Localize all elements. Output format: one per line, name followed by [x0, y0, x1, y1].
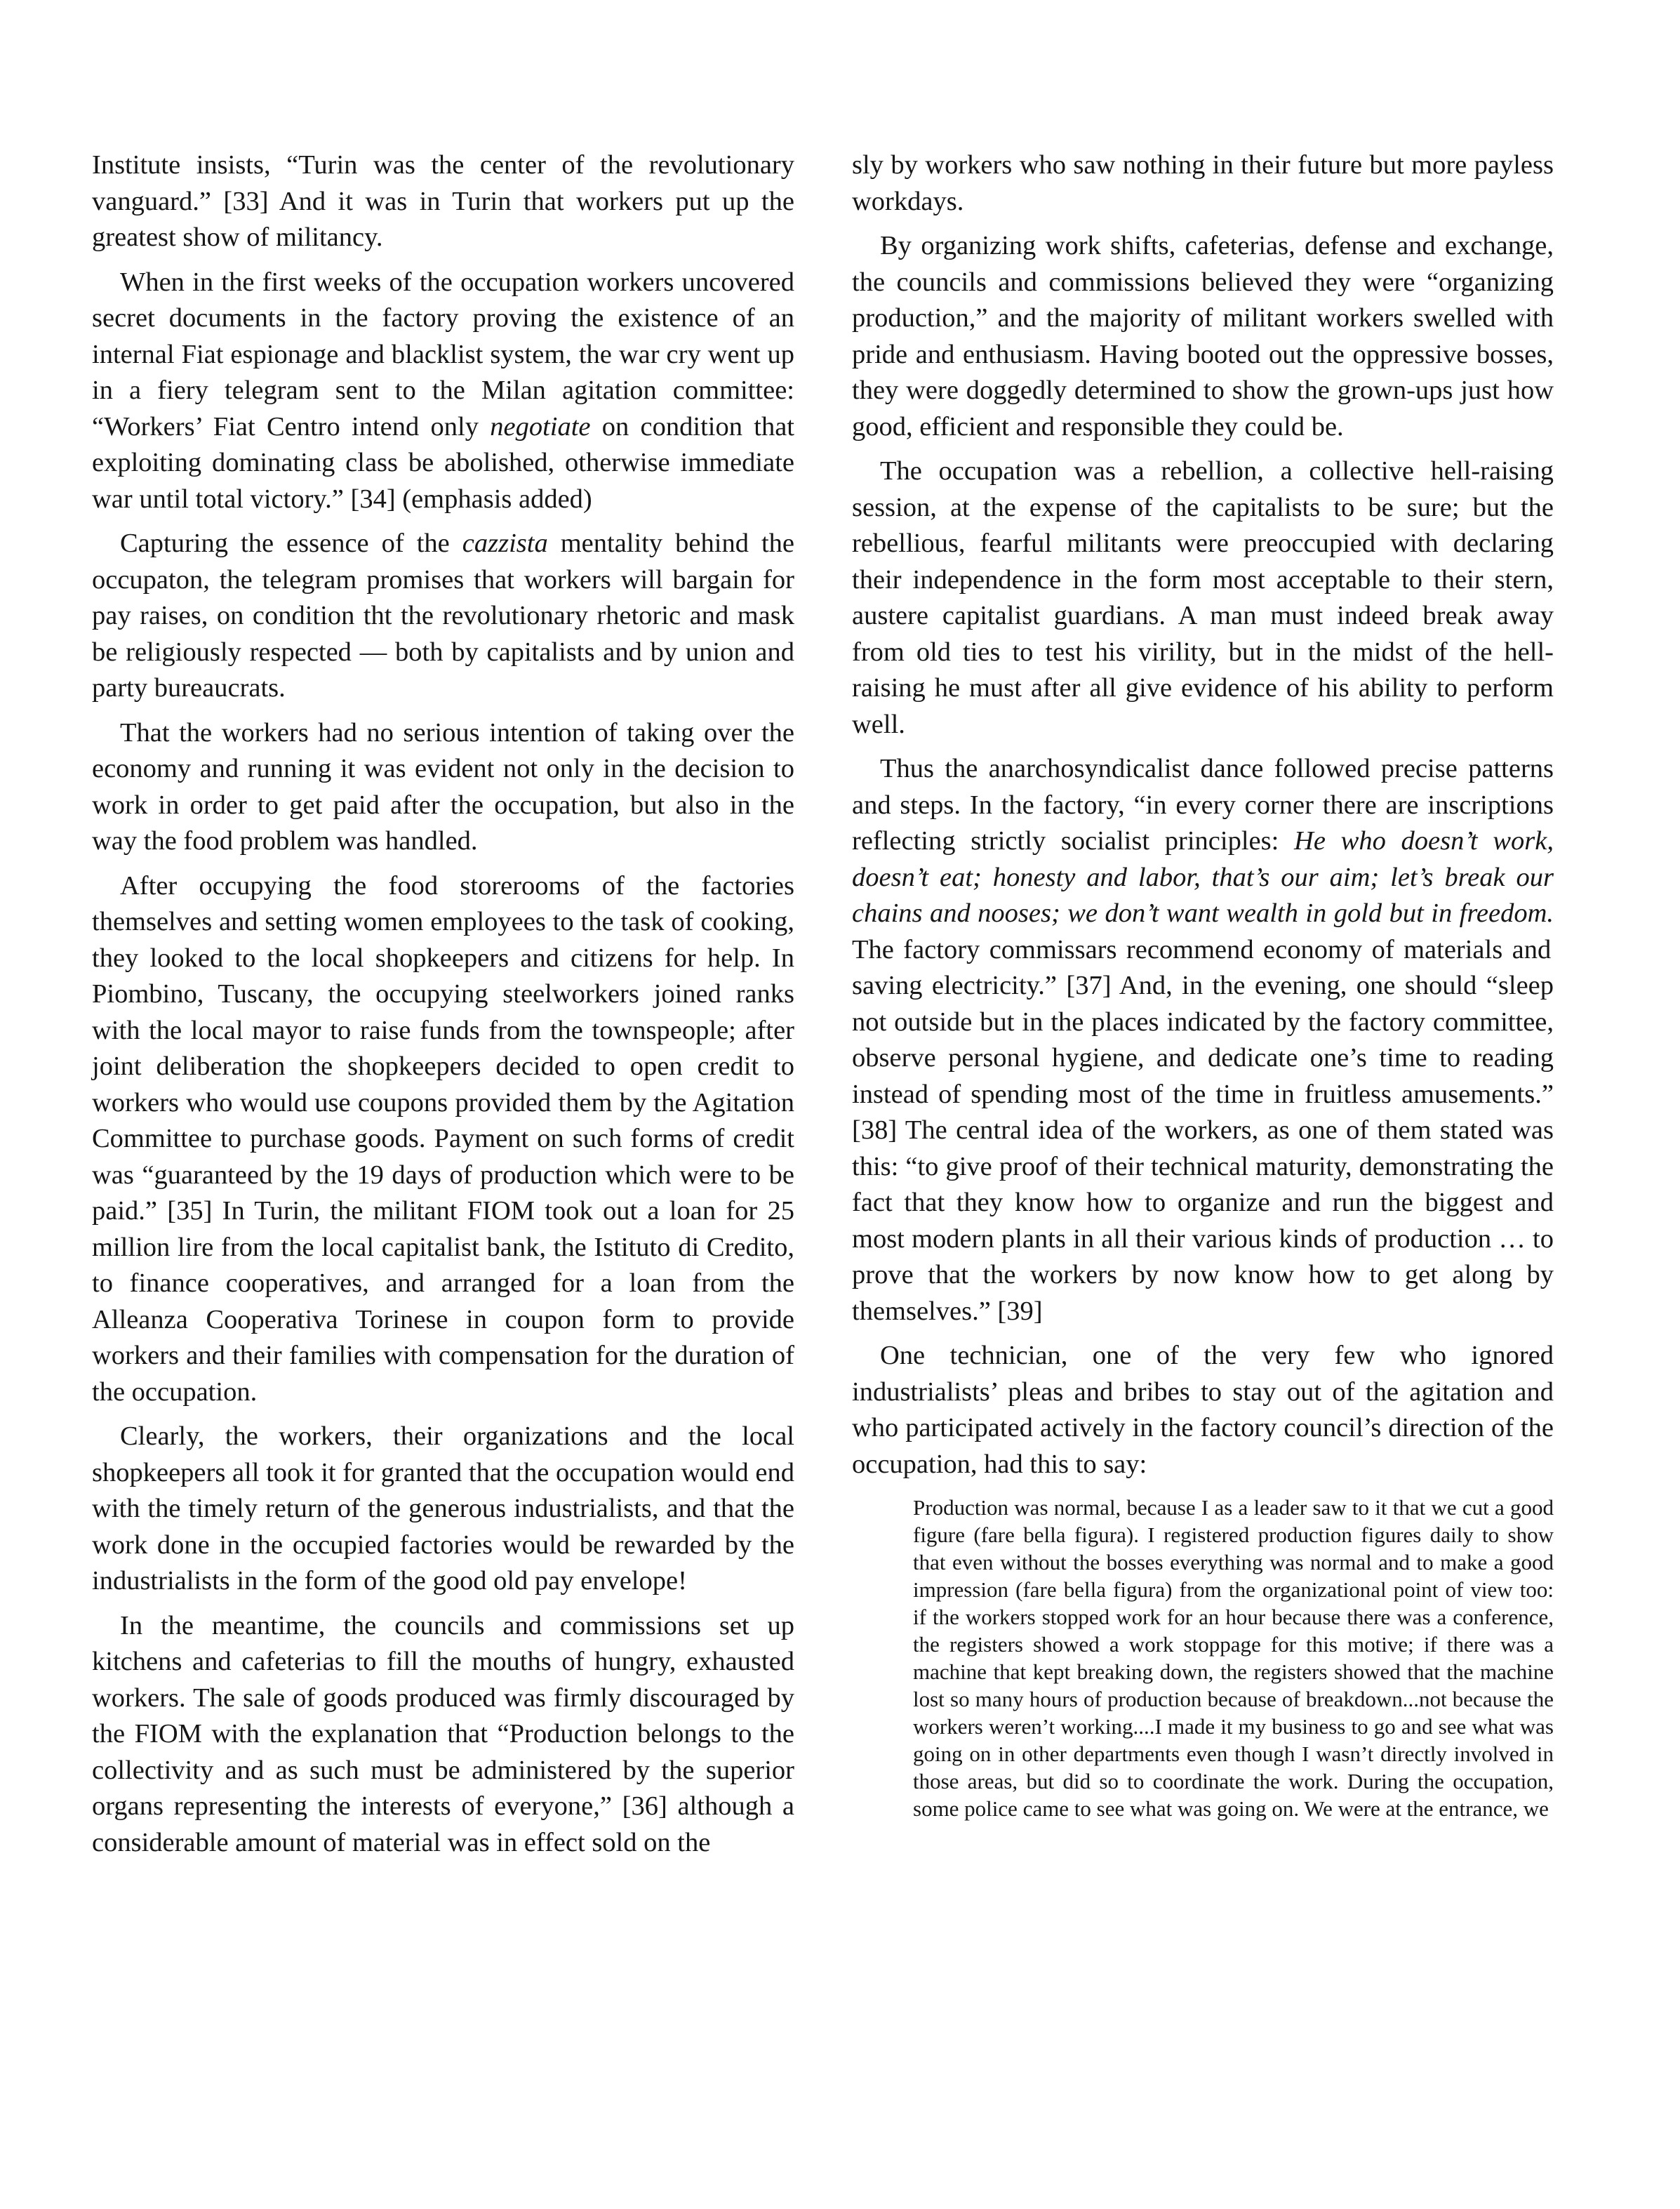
paragraph: sly by workers who saw nothing in their future but more payless workdays.: [852, 150, 1554, 216]
text-run: When in the first weeks of the occupation workers uncovered secret documents in the factory proving the existence of an internal Fiat espionage and blacklist system, the war cry went up in a fiery telegram sent to the Milan agitation committee: “Workers’ Fiat Centro intend only: [92, 267, 794, 442]
text-run: Thus the anarchosyndicalist dance followed precise patterns and steps. In the factory, “in every corner there are inscriptions reflecting strictly socialist principles:: [852, 754, 1554, 856]
paragraph: [852, 751, 1554, 1329]
paragraph: That the workers had no serious intention of taking over the economy and running it was evident not only in the decision to work in order to get paid after the occupation, but also in the way the food problem was handled.: [92, 717, 794, 856]
right-column: [852, 147, 1554, 1822]
text-run: The factory commissars recommend economy of materials and saving electricity.” [37] And, in the evening, one should “sleep not outside but in the places indicated by the factory committee, observe personal hygiene, and dedicate one’s time to reading instead of spending most of the time in fruitless amusements.” [38] The central idea of the workers, as one of them stated was this: “to give proof of their technical maturity, demonstrating the fact that they know how to organize and run the biggest and most modern plants in all their various kinds of production … to prove that the workers by now know how to get along by themselves.” [39]: [852, 934, 1554, 1326]
paragraph: After occupying the food storerooms of the factories themselves and setting women employees to the task of cooking, they looked to the local shopkeepers and citizens for help. In Piombino, Tuscany, the occupying steelworkers joined ranks with the local mayor to raise funds from the townspeople; after joint deliberation the shopkeepers decided to open credit to workers who would use coupons provided them by the Agitation Committee to purchase goods. Payment on such forms of credit was “guaranteed by the 19 days of production which were to be paid.” [35] In Turin, the militant FIOM took out a loan for 25 million lire from the local capitalist bank, the Istituto di Credito, to finance cooperatives, and arranged for a loan from the Alleanza Cooperativa Torinese in coupon form to provide workers and their families with compensation for the duration of the occupation.: [92, 870, 794, 1407]
left-column: [92, 147, 794, 1869]
paragraph: Clearly, the workers, their organizations and the local shopkeepers all took it for granted that the occupation would end with the timely return of the generous industrialists, and that the work done in the occupied factories would be rewarded by the industrialists in the form of the good old pay envelope!: [92, 1421, 794, 1596]
paragraph: By organizing work shifts, cafeterias, defense and exchange, the councils and commissions believed they were “organizing production,” and the majority of militant workers swelled with pride and enthusiasm. Having booted out the oppressive bosses, they were doggedly determined to show the grown-ups just how good, efficient and responsible they could be.: [852, 231, 1554, 442]
paragraph: One technician, one of the very few who ignored industrialists’ pleas and bribes to stay out of the agitation and who participated actively in the factory council’s direction of the occupation, had this to say:: [852, 1341, 1554, 1479]
emphasis: negotiate: [490, 411, 591, 442]
text-run: mentality behind the occupaton, the telegram promises that workers will bargain for pay raises, on condition tht the revolutionary rhetoric and mask be religiously respected — both by capitalists and by union and party bureaucrats.: [92, 529, 794, 703]
paragraph: [92, 265, 794, 518]
emphasis: He who doesn’t work, doesn’t eat; honesty and labor, that’s our aim; let’s break our chains and nooses; we don’t want wealth in gold but in freedom.: [852, 826, 1554, 928]
paragraph: [92, 526, 794, 707]
paragraph: The occupation was a rebellion, a collective hell-raising session, at the expense of the capitalists to be sure; but the rebellious, fearful militants were preoccupied with declaring their independence in the form most acceptable to their stern, austere capitalist guardians. A man must indeed break away from old ties to test his virility, but in the midst of the hell-raising he must after all give evidence of his ability to perform well.: [852, 456, 1554, 739]
text-run: Capturing the essence of the: [120, 529, 462, 558]
block-quote: Production was normal, because I as a leader saw to it that we cut a good figure (fare bella figura). I registered production figures daily to show that even without the bosses everything was normal and to make a good impression (fare bella figura) from the organizational point of view too: if the workers stopped work for an hour because there was a conference, the registers showed a work stoppage for this motive; if there was a machine that kept breaking down, the registers showed that the machine lost so many hours of production because of breakdown...not because the workers weren’t working....I made it my business to go and see what was going on in other departments even though I wasn’t directly involved in those areas, but did so to coordinate the work. During the occupation, some police came to see what was going on. We were at the entrance, we: [913, 1495, 1554, 1821]
paragraph: In the meantime, the councils and commissions set up kitchens and cafeterias to fill the mouths of hungry, exhausted workers. The sale of goods produced was firmly discouraged by the FIOM with the explanation that “Production belongs to the collectivity and as such must be administered by the superior organs representing the interests of everyone,” [36] although a considerable amount of material was in effect sold on the: [92, 1610, 794, 1857]
emphasis: cazzista: [462, 529, 548, 558]
text-run: on condition that exploiting dominating class be abolished, otherwise immediate war until total victory.” [34] (emphasis added): [92, 411, 794, 514]
paragraph: Institute insists, “Turin was the center of the revolutionary vanguard.” [33] And it was in Turin that workers put up the greatest show of militancy.: [92, 150, 794, 252]
